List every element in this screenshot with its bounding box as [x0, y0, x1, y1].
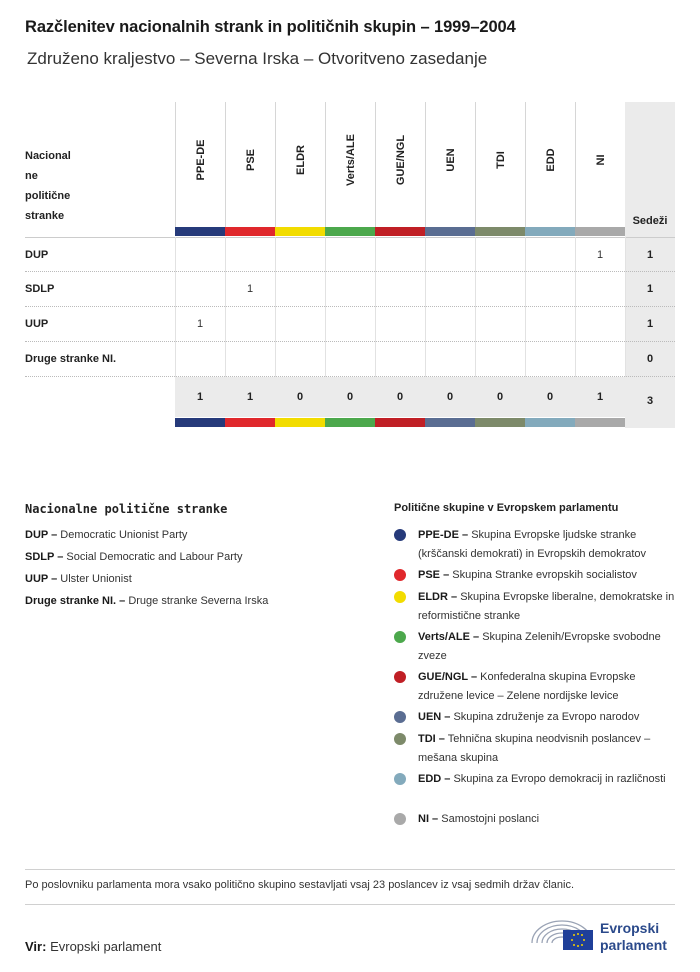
seats-cell: 1 [646, 249, 654, 261]
group-color-bar [275, 227, 325, 236]
total-cell: 0 [396, 391, 404, 403]
legend-name: Skupina za Evropo demokracij in različnosti [453, 773, 666, 785]
legend-abbr: ELDR – [418, 591, 458, 603]
row-header-label [25, 146, 95, 226]
total-seats-cell: 3 [646, 395, 654, 407]
european-parliament-hemicycle-icon [528, 913, 596, 953]
legend-name: Druge stranke Severna Irska [128, 595, 269, 607]
source-label: Vir: [25, 939, 47, 954]
total-cell: 0 [296, 391, 304, 403]
legend-name: Samostojni poslanci [441, 813, 540, 825]
legend-name: Skupina Evropske ljudske stranke (krščanski demokrati) in Evropskih demokratov [418, 529, 647, 560]
seats-cell: 0 [646, 353, 654, 365]
legend-text [418, 668, 680, 706]
total-cell: 1 [196, 391, 204, 403]
grid-line [225, 237, 226, 377]
group-color-bar [575, 418, 625, 427]
group-color-bar [375, 227, 425, 236]
table-cell: 1 [596, 249, 604, 261]
party-label: Druge stranke NI. [25, 353, 117, 365]
legend-abbr: SDLP – [25, 551, 64, 563]
seats-header: Sedeži [632, 215, 668, 227]
group-color-bar [225, 418, 275, 427]
logo-text [600, 920, 667, 954]
logo-line1: Evropski [600, 920, 660, 936]
grid-line [275, 237, 276, 377]
grid-line [575, 237, 576, 377]
grid-line [325, 237, 326, 377]
national-party-legend-item [25, 595, 268, 607]
divider [25, 869, 675, 870]
group-color-dot [394, 813, 406, 825]
group-code-label: PPE-DE [194, 139, 207, 181]
legend-abbr: Verts/ALE – [418, 631, 480, 643]
group-color-bar [325, 227, 375, 236]
legend-abbr: Druge stranke NI. – [25, 595, 126, 607]
group-color-bar [325, 418, 375, 427]
table-cell: 1 [196, 318, 204, 330]
legend-name: Social Democratic and Labour Party [66, 551, 243, 563]
legend-abbr: EDD – [418, 773, 451, 785]
legend-text [418, 588, 680, 626]
grid-line [375, 237, 376, 377]
national-party-legend-item [25, 551, 242, 563]
group-color-bar [275, 418, 325, 427]
logo-line2: parlament [600, 937, 667, 953]
legend-text [418, 526, 680, 564]
grid-line [625, 237, 626, 377]
row-header-line: stranke [25, 210, 65, 222]
seats-cell: 1 [646, 318, 654, 330]
national-parties-legend-title: Nacionalne politične stranke [25, 502, 228, 516]
group-color-bar [425, 418, 475, 427]
grid-line [175, 237, 176, 377]
table-cell: 1 [246, 283, 254, 295]
table-row [25, 307, 675, 342]
group-code-label: Verts/ALE [344, 134, 357, 186]
page-title: Razčlenitev nacionalnih strank in političnih skupin – 1999–2004 [25, 18, 516, 36]
page-subtitle: Združeno kraljestvo – Severna Irska – Otvoritveno zasedanje [27, 49, 488, 68]
group-color-bar [175, 227, 225, 236]
legend-text [418, 730, 680, 768]
group-code-label: UEN [444, 148, 457, 172]
group-column-header [525, 102, 575, 227]
group-code-label: ELDR [294, 145, 307, 175]
total-cell: 1 [596, 391, 604, 403]
legend-text [418, 566, 680, 585]
group-color-bar [375, 418, 425, 427]
legend-name: Skupina Evropske liberalne, demokratske in reformistične stranke [418, 591, 675, 622]
party-label: UUP [25, 318, 49, 330]
total-cell: 0 [446, 391, 454, 403]
row-header-line: politične [25, 190, 71, 202]
group-column-header [475, 102, 525, 227]
group-code-label: NI [594, 154, 607, 166]
european-parliament-logo [528, 913, 678, 953]
grid-line [425, 237, 426, 377]
legend-name: Skupina Stranke evropskih socialistov [452, 569, 637, 581]
legend-abbr: UUP – [25, 573, 58, 585]
group-color-bar [525, 418, 575, 427]
legend-text [418, 810, 680, 829]
group-color-bar [225, 227, 275, 236]
divider [25, 904, 675, 905]
total-cell: 0 [496, 391, 504, 403]
legend-abbr: PPE-DE – [418, 529, 469, 541]
grid-line [525, 237, 526, 377]
group-code-label: GUE/NGL [394, 134, 407, 186]
group-column-header [375, 102, 425, 227]
group-column-header [325, 102, 375, 227]
total-cell: 0 [346, 391, 354, 403]
legend-abbr: NI – [418, 813, 439, 825]
political-groups-legend-title: Politične skupine v Evropskem parlamentu [394, 502, 619, 514]
legend-text [418, 628, 680, 666]
group-color-bar [175, 418, 225, 427]
national-party-legend-item [25, 529, 187, 541]
group-color-bar [525, 227, 575, 236]
group-color-dot [394, 631, 406, 643]
row-header-line: ne [25, 170, 38, 182]
table-row [25, 237, 675, 272]
source-line [25, 939, 161, 954]
group-column-header [575, 102, 625, 227]
group-color-dot [394, 569, 406, 581]
total-cell: 0 [546, 391, 554, 403]
group-color-dot [394, 733, 406, 745]
group-color-dot [394, 711, 406, 723]
group-column-header [425, 102, 475, 227]
group-color-bar [425, 227, 475, 236]
legend-abbr: GUE/NGL – [418, 671, 478, 683]
legend-text [418, 708, 680, 727]
legend-abbr: UEN – [418, 711, 451, 723]
party-label: SDLP [25, 283, 55, 295]
legend-name: Konfederalna skupina Evropske združene levice – Zelene nordijske levice [418, 671, 636, 702]
group-color-dot [394, 671, 406, 683]
group-code-label: PSE [244, 148, 257, 172]
legend-text [418, 770, 680, 789]
table-row [25, 272, 675, 307]
group-code-label: EDD [544, 148, 557, 172]
table-row [25, 342, 675, 377]
group-color-dot [394, 529, 406, 541]
seats-cell: 1 [646, 283, 654, 295]
group-code-label: TDI [494, 151, 507, 169]
legend-name: Ulster Unionist [60, 573, 132, 585]
legend-name: Tehnična skupina neodvisnih poslancev – mešana skupina [418, 733, 651, 764]
legend-name: Democratic Unionist Party [60, 529, 188, 541]
grid-line [475, 237, 476, 377]
group-color-bar [475, 418, 525, 427]
party-label: DUP [25, 249, 49, 261]
group-color-bar [575, 227, 625, 236]
row-header-line: Nacional [25, 150, 71, 162]
group-column-header [175, 102, 225, 227]
national-party-legend-item [25, 573, 132, 585]
group-column-header [275, 102, 325, 227]
group-color-bar [475, 227, 525, 236]
legend-name: Skupina združenje za Evropo narodov [453, 711, 640, 723]
group-column-header [225, 102, 275, 227]
footnote: Po poslovniku parlamenta mora vsako politično skupino sestavljati vsaj 23 poslancev iz vsaj sedmih držav članic. [25, 879, 575, 891]
total-cell: 1 [246, 391, 254, 403]
source-value: Evropski parlament [50, 939, 162, 954]
group-color-dot [394, 591, 406, 603]
legend-name: Skupina Zelenih/Evropske svobodne zveze [418, 631, 661, 662]
legend-abbr: PSE – [418, 569, 450, 581]
group-color-dot [394, 773, 406, 785]
legend-abbr: TDI – [418, 733, 445, 745]
legend-abbr: DUP – [25, 529, 58, 541]
